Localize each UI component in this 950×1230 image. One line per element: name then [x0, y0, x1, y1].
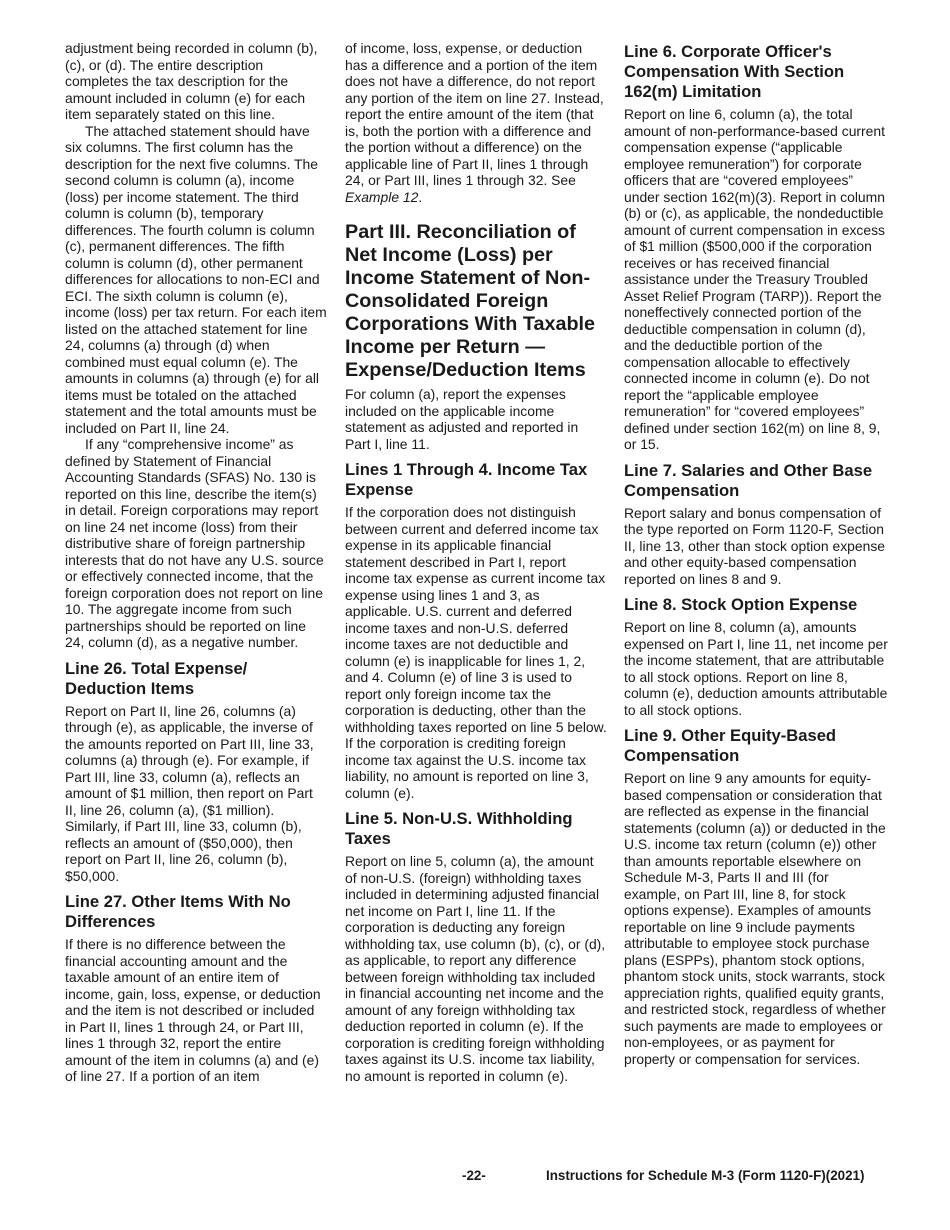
paragraph: Report salary and bonus compensation of the type reported on Form 1120-F, Section II, line 13, other than stock option expense and other equity-based compensation reported on lines 8 and 9. — [624, 504, 886, 587]
paragraph: Report on line 9 any amounts for equity-based compensation or consideration that are reflected as expense in the financial statements (column (a)) or deducted in the U.S. income tax return (column (e)) other than amounts reportable elsewhere on Schedule M-3, Parts II and III (for example, on Part III, line 8, for stock options expense). Examples of amounts reportable on line 9 include payments attributable to employee stock purchase plans (ESPPs), phantom stock options, phantom stock units, stock warrants, stock appreciation rights, qualified equity grants, and restricted stock, regardless of whether such payments are made to employees or non-employees, or as payment for property or compensation for services. — [624, 770, 886, 1067]
paragraph: For column (a), report the expenses included on the applicable income statement as adjusted and reported in Part I, line 11. — [345, 386, 579, 452]
heading-line-7: Line 7. Salaries and Other Base Compensation — [624, 460, 873, 500]
paragraph-end: . — [418, 188, 423, 205]
paragraph: Report on line 5, column (a), the amount of non-U.S. (foreign) withholding taxes included in determining adjusted financial net income on Part I, line 11. If the corporation is deducting any foreign withholding tax, use column (b), (c), or (d), as applicable, to report any difference between foreign withholding tax included in financial accounting net income and the amount of any foreign withholding tax deduction reported in column (e). If the corporation is crediting foreign withholding taxes against its U.S. income tax liability, no amount is reported in column (e). — [345, 853, 606, 1084]
heading-part-iii: Part III. Reconciliation of Net Income (Loss) per Income Statement of Non-Consolidated Foreign Corporations With Taxable Income per Return — Expense/Deduction Items — [345, 221, 596, 381]
paragraph-text: of income, loss, expense, or deduction has a difference and a portion of the item does not have a difference, do not report any portion of the item on line 27. Instead, report the entire amount of the item (that is, both the portion with a difference and the portion without a difference) on the applicable line of Part II, lines 1 through 24, or Part III, lines 1 through 32. See — [345, 40, 604, 188]
paragraph: If any “comprehensive income” as defined by Statement of Financial Accounting Standards (SFAS) No. 130 is reported on this line, describe the item(s) in detail. Foreign corporations may report on line 24 net income (loss) from their distributive share of foreign partnership interests that do not have any U.S. source or effectively connected income, that the foreign corporation does not report on line 10. The aggregate income from such partnerships should be reported on line 24, column (d), as a negative number. — [65, 436, 324, 650]
page-number: -22- — [462, 1168, 486, 1183]
paragraph: If there is no difference between the financial accounting amount and the taxable amount of an entire item of income, gain, loss, expense, or deduction and the item is not described or included in Part II, lines 1 through 24, or Part III, lines 1 through 32, report the entire amount of the item in columns (a) and (e) of line 27. If a portion of an item — [65, 936, 321, 1084]
heading-line-5: Line 5. Non-U.S. Withholding Taxes — [345, 809, 573, 848]
column-right — [624, 40, 888, 1067]
column-middle — [345, 40, 607, 1084]
paragraph: Report on line 8, column (a), amounts expensed on Part I, line 11, net income per the income statement, that are attributable to all stock options. Report on line 8, column (e), deduction amounts attributable to all stock options. — [624, 619, 888, 718]
heading-line-27: Line 27. Other Items With No Differences — [65, 892, 291, 931]
paragraph: adjustment being recorded in column (b), (c), or (d). The entire description completes the tax description for the amount included in column (e) for each item separately stated on this line. — [65, 40, 318, 122]
heading-line-26: Line 26. Total Expense/ Deduction Items — [65, 658, 248, 698]
paragraph: The attached statement should have six columns. The first column has the description for the next five columns. The second column is column (a), income (loss) per income statement. The third column is column (b), temporary differences. The fourth column is column (c), permanent differences. The fifth column is column (d), other permanent differences for allocations to non-ECI and ECI. The sixth column is column (e), income (loss) per tax return. For each item listed on the attached statement for line 24, columns (a) through (d) when combined must equal column (e). The amounts in columns (a) through (e) for all items must be totaled on the attached statement and the total amounts must be included on Part II, line 24. — [65, 122, 327, 436]
paragraph: Report on Part II, line 26, columns (a) through (e), as applicable, the inverse of the amounts reported on Part III, line 33, columns (a) through (e). For example, if Part III, line 33, column (a), reflects an amount of $1 million, then report on Part II, line 26, column (a), ($1 million). Similarly, if Part III, line 33, column (b), reflects an amount of ($50,000), then report on Part II, line 26, column (b), $50,000. — [65, 702, 314, 884]
example-reference: Example 12 — [345, 188, 419, 205]
paragraph: Report on line 6, column (a), the total amount of non-performance-based current compensation expense (“applicable employee remuneration”) for corporate officers that are “covered employees” under section 162(m)(3). Report in column (b) or (c), as applicable, the nondeductible amount of current compensation in excess of $1 million ($500,000 if the corporation receives or has received financial assistance under the Treasury Troubled Asset Relief Program (TARP)). Report the noneffectively connected portion of the deductible compensation in column (d), and the deductible portion of the compensation allocable to effectively connected income in column (e). Do not report the “applicable employee remuneration” for “covered employees” defined under section 162(m) on line 8, 9, or 15. — [624, 106, 885, 452]
heading-lines-1-4: Lines 1 Through 4. Income Tax Expense — [345, 460, 588, 499]
paragraph: If the corporation does not distinguish between current and deferred income tax expense in its applicable financial statement described in Part I, report income tax expense as current income tax expense using lines 1 and 3, as applicable. U.S. current and deferred income taxes and non-U.S. deferred income taxes are not deductible and column (e) is inapplicable for lines 1, 2, and 4. Column (e) of line 3 is used to report only foreign income tax the corporation is deducting, other than the withholding taxes reported on line 5 below. If the corporation is crediting foreign income tax against the U.S. income tax liability, no amount is reported on line 3, column (e). — [345, 504, 607, 801]
column-left — [65, 40, 327, 1085]
document-title: Instructions for Schedule M-3 (Form 1120-F)(2021) — [546, 1168, 865, 1183]
heading-line-6: Line 6. Corporate Officer's Compensation With Section 162(m) Limitation — [624, 42, 845, 101]
heading-line-8: Line 8. Stock Option Expense — [624, 595, 858, 614]
heading-line-9: Line 9. Other Equity-Based Compensation — [624, 726, 837, 765]
paragraph — [345, 40, 607, 205]
